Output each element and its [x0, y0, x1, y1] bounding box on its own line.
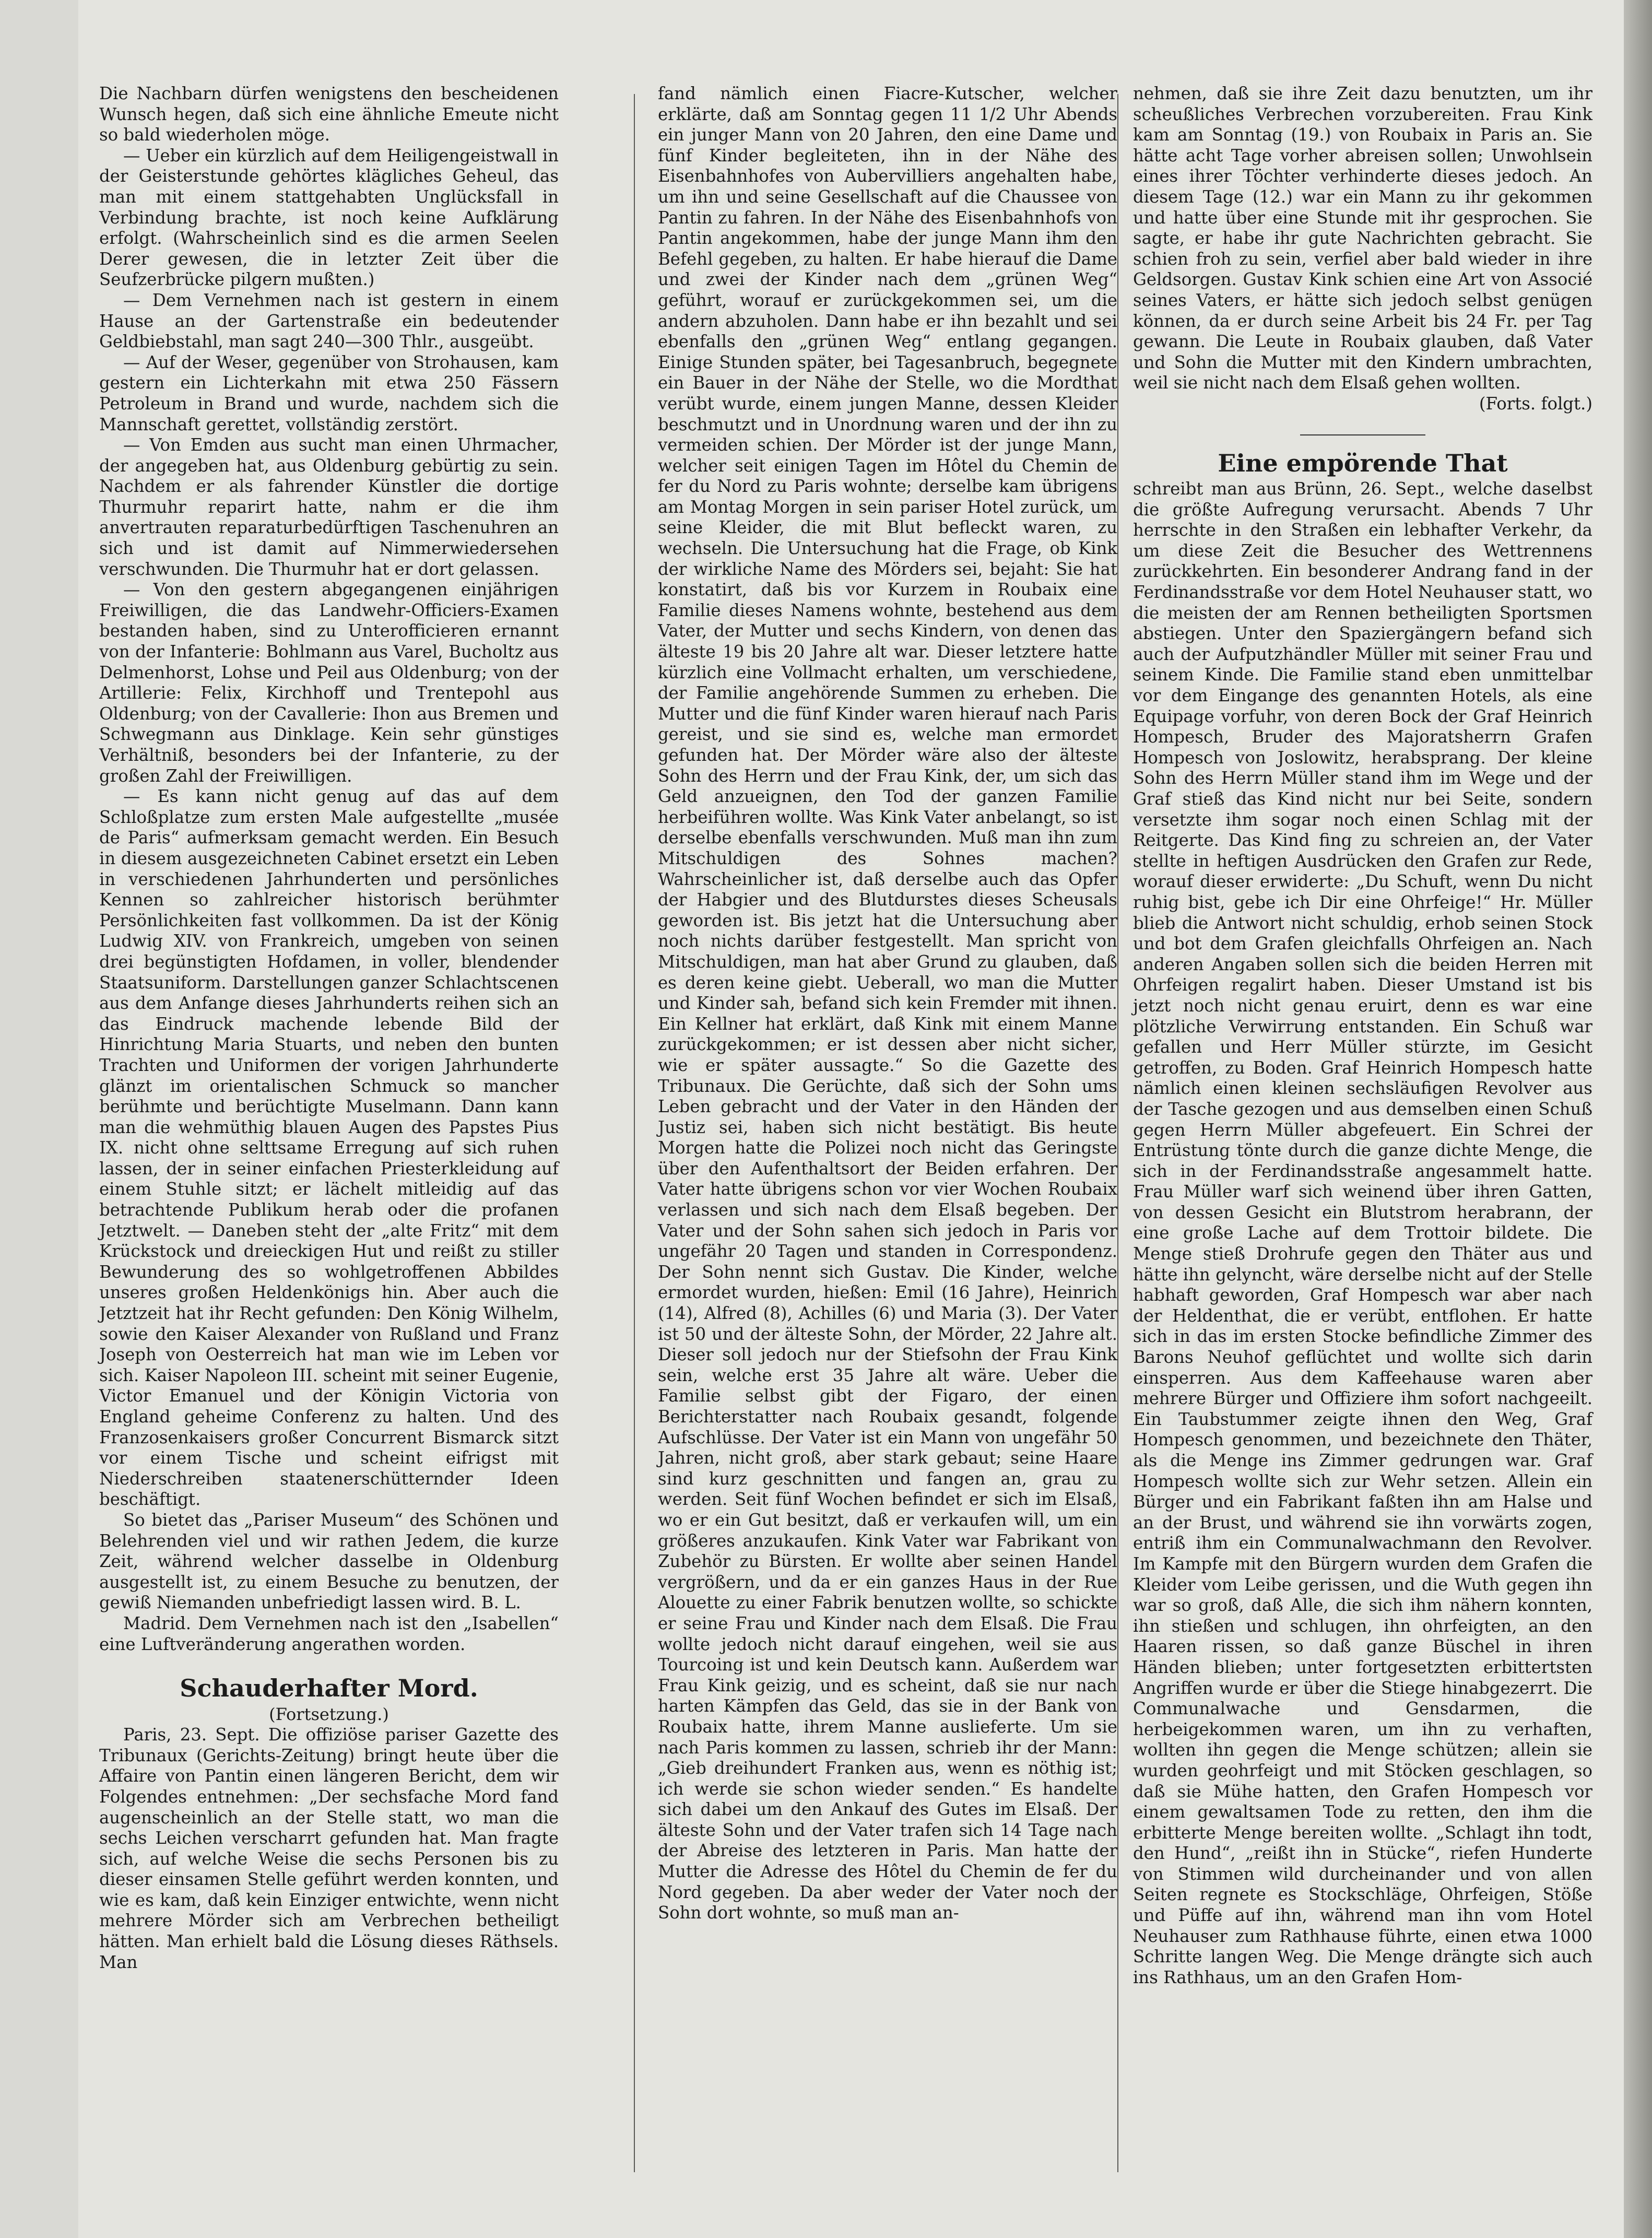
paragraph: — Auf der Weser, gegenüber von Strohausen, kam gestern ein Lichterkahn mit etwa 250 Fässern Petroleum in Brand und wurde, nachdem sich die Mannschaft gerettet, vollständig zerstört.: [99, 352, 559, 434]
article-subheading: (Fortsetzung.): [269, 1704, 389, 1725]
paragraph: nehmen, daß sie ihre Zeit dazu benutzten, um ihr scheußliches Verbrechen vorzubereiten. Frau Kink kam am Sonntag (19.) von Roubaix in Paris an. Sie hätte acht Tage vorher abreisen sollen; Unwohlsein eines ihrer Töchter verhinderte dieses jedoch. An diesem Tage (12.) war ein Mann zu ihr gekommen und hatte über eine Stunde mit ihr gesprochen. Sie sagte, er habe ihr gute Nachrichten gebracht. Sie schien froh zu sein, verfiel aber bald wieder in ihre Geldsorgen. Gustav Kink schien eine Art von Associé seines Vaters, er hätte sich jedoch selbst genügen können, da er durch seine Arbeit bis 24 Fr. per Tag gewann. Die Leute in Roubaix glauben, daß Vater und Sohn die Mutter mit den Kindern umbrachten, weil sie nicht nach dem Elsaß gehen wollten.: [1133, 84, 1592, 393]
page-edge: [1624, 0, 1652, 2238]
paragraph: Madrid. Dem Vernehmen nach ist den „Isabellen“ eine Luftveränderung angerathen worden.: [99, 1613, 559, 1654]
column-rule: [634, 94, 635, 2172]
paragraph: — Von den gestern abgegangenen einjährigen Freiwilligen, die das Landwehr-Officiers-Examen bestanden haben, sind zu Unterofficieren ernannt von der Infanterie: Bohlmann aus Varel, Bucholtz aus Delmenhorst, Lohse und Peil aus Oldenburg; von der Artillerie: Felix, Kirchhoff und Trentepohl aus Oldenburg; von der Cavallerie: Ihon aus Bremen und Schwegmann aus Dinklage. Kein sehr günstiges Verhältniß, besonders bei der Infanterie, zu der großen Zahl der Freiwilligen.: [99, 580, 559, 786]
separator-rule: [1133, 424, 1592, 445]
article-heading: Eine empörende That: [1218, 449, 1508, 478]
continuation-note: (Forts. folgt.): [1479, 393, 1592, 414]
paragraph: — Ueber ein kürzlich auf dem Heiligengeistwall in der Geisterstunde gehörtes klägliches Geheul, das man mit einem stattgehabten Unglücksfall in Verbindung brachte, ist noch keine Aufklärung erfolgt. (Wahrscheinlich sind es die armen Seelen Derer gewesen, die in letzter Zeit über die Seufzerbrücke pilgern mußten.): [99, 145, 559, 290]
paragraph: — Es kann nicht genug auf das auf dem Schloßplatze zum ersten Male aufgestellte „musée de Paris“ aufmerksam gemacht werden. Ein Besuch in diesem ausgezeichneten Cabinet ersetzt ein Leben in verschiedenen Jahrhunderten und persönliches Kennen so zahlreicher historisch berühmter Persönlichkeiten fast vollkommen. Da ist der König Ludwig XIV. von Frankreich, umgeben von seinen drei begünstigten Hofdamen, in voller, blendender Staatsuniform. Darstellungen ganzer Schlachtscenen aus dem Anfange dieses Jahrhunderts reihen sich an das Eindruck machende lebende Bild der Hinrichtung Maria Stuarts, und neben den bunten Trachten und Uniformen der vorigen Jahrhunderte glänzt im orientalischen Schmuck so mancher berühmte und berüchtigte Muselmann. Dann kann man die wehmüthig blauen Augen des Papstes Pius IX. nicht ohne selttsame Erregung auf sich ruhen lassen, der in seiner einfachen Priesterkleidung auf einem Stuhle sitzt; er lächelt mitleidig auf das betrachtende Publikum herab oder die profanen Jetztwelt. — Daneben steht der „alte Fritz“ mit dem Krückstock und dreieckigen Hut und reißt zu stiller Bewunderung des so wohlgetroffenen Abbildes unseres großen Heldenkönigs hin. Aber auch die Jetztzeit hat ihr Recht gefunden: Den König Wilhelm, sowie den Kaiser Alexander von Rußland und Franz Joseph von Oesterreich hat man wie im Leben vor sich. Kaiser Napoleon III. scheint mit seiner Eugenie, Victor Emanuel und der Königin Victoria von England geheime Conferenz zu halten. Und des Franzosenkaisers großer Concurrent Bismarck sitzt vor einem Tische und scheint eifrigst mit Niederschreiben staatenerschütternder Ideen beschäftigt.: [99, 786, 559, 1510]
paragraph: fand nämlich einen Fiacre-Kutscher, welcher erklärte, daß am Sonntag gegen 11 1/2 Uhr Abends ein junger Mann von 20 Jahren, den eine Dame und fünf Kinder begleiteten, ihn in der Nähe des Eisenbahnhofes von Aubervilliers angehalten habe, um ihn und seine Gesellschaft auf die Chaussee von Pantin zu fahren. In der Nähe des Eisenbahnhofs von Pantin angekommen, habe der junge Mann ihm den Befehl gegeben, zu halten. Er habe hierauf die Dame und zwei der Kinder nach dem „grünen Weg“ geführt, worauf er zurückgekommen sei, um die andern abzuholen. Dann habe er ihn bezahlt und sei ebenfalls den „grünen Weg“ entlang gegangen. Einige Stunden später, bei Tagesanbruch, begegnete ein Bauer in der Nähe der Stelle, wo die Mordthat verübt wurde, einem jungen Manne, dessen Kleider beschmutzt und in Unordnung waren und der ihn zu vermeiden schien. Der Mörder ist der junge Mann, welcher seit einigen Tagen im Hôtel du Chemin de fer du Nord zu Paris wohnte; derselbe kam übrigens am Montag Morgen in sein pariser Hotel zurück, um seine Kleider, die mit Blut befleckt waren, zu wechseln. Die Untersuchung hat die Frage, ob Kink der wirkliche Name des Mörders sei, bejaht: Sie hat konstatirt, daß bis vor Kurzem in Roubaix eine Familie dieses Namens wohnte, bestehend aus dem Vater, der Mutter und sechs Kindern, von denen das älteste 19 bis 20 Jahre alt war. Dieser letztere hatte kürzlich eine Vollmacht erhalten, um verschiedene, der Familie angehörende Summen zu erheben. Die Mutter und die fünf Kinder waren hierauf nach Paris gereist, und sie sind es, welche man ermordet gefunden hat. Der Mörder wäre also der älteste Sohn des Herrn und der Frau Kink, der, um sich das Geld anzueignen, den Tod der ganzen Familie herbeiführen wollte. Was Kink Vater anbelangt, so ist derselbe ebenfalls verschwunden. Muß man ihn zum Mitschuldigen des Sohnes machen? Wahrscheinlicher ist, daß derselbe auch das Opfer der Habgier und des Blutdurstes dieses Scheusals geworden ist. Bis jetzt hat die Untersuchung aber noch nichts darüber festgestellt. Man spricht von Mitschuldigen, man hat aber Grund zu glauben, daß es deren keine giebt. Ueberall, wo man die Mutter und Kinder sah, befand sich kein Fremder mit ihnen. Ein Kellner hat erklärt, daß Kink mit einem Manne zurückgekommen; er ist dessen aber nicht sicher, wie er später aussagte.“ So die Gazette des Tribunaux. Die Gerüchte, daß sich der Sohn ums Leben gebracht und der Vater in den Händen der Justiz sei, haben sich nicht bestätigt. Bis heute Morgen hatte die Polizei noch nicht das Geringste über den Aufenthaltsort der Beiden erfahren. Der Vater hatte übrigens schon vor vier Wochen Roubaix verlassen und sich nach dem Elsaß begeben. Der Vater und der Sohn sahen sich jedoch in Paris vor ungefähr 20 Tagen und standen in Correspondenz. Der Sohn nennt sich Gustav. Die Kinder, welche ermordet wurden, hießen: Emil (16 Jahre), Heinrich (14), Alfred (8), Achilles (6) und Maria (3). Der Vater ist 50 und der älteste Sohn, der Mörder, 22 Jahre alt. Dieser soll jedoch nur der Stiefsohn der Frau Kink sein, welche erst 35 Jahre alt wäre. Ueber die Familie selbst gibt der Figaro, der einen Berichterstatter nach Roubaix gesandt, folgende Aufschlüsse. Der Vater ist ein Mann von ungefähr 50 Jahren, nicht groß, aber stark gebaut; seine Haare sind kurz geschnitten und fangen an, grau zu werden. Seit fünf Wochen befindet er sich im Elsaß, wo er ein Gut besitzt, daß er verkaufen will, um ein größeres anzukaufen. Kink Vater war Fabrikant von Zubehör zu Bürsten. Er wollte aber seinen Handel vergrößern, und da er ein ganzes Haus in der Rue Alouette zu einer Fabrik benutzen wollte, so schickte er seine Frau und Kinder nach dem Elsaß. Die Frau wollte jedoch nicht darauf eingehen, weil sie aus Tourcoing ist und kein Deutsch kann. Außerdem war Frau Kink geizig, und es scheint, daß sie nur nach harten Kämpfen das Geld, das sie in der Bank von Roubaix hatte, ihrem Manne auslieferte. Um sie nach Paris kommen zu lassen, schrieb ihr der Mann: „Gieb dreihundert Franken aus, wenn es nöthig ist; ich werde sie schon wieder senden.“ Es handelte sich dabei um den Ankauf des Gutes im Elsaß. Der älteste Sohn und der Vater trafen sich 14 Tage nach der Abreise des letzteren in Paris. Man hatte der Mutter die Adresse des Hôtel du Chemin de fer du Nord gegeben. Da aber weder der Vater noch der Sohn dort wohnte, so muß man an-: [658, 84, 1117, 1923]
paragraph: — Von Emden aus sucht man einen Uhrmacher, der angegeben hat, aus Oldenburg gebürtig zu sein. Nachdem er als fahrender Künstler die dortige Thurmuhr reparirt hatte, nahm er die ihm anvertrauten reparaturbedürftigen Taschenuhren an sich und ist damit auf Nimmerwiedersehen verschwunden. Die Thurmuhr hat er dort gelassen.: [99, 435, 559, 579]
column-3: [1133, 84, 1592, 1988]
paragraph: Paris, 23. Sept. Die offiziöse pariser Gazette des Tribunaux (Gerichts-Zeitung) bringt heute über die Affaire von Pantin einen längeren Bericht, dem wir Folgendes entnehmen: „Der sechsfache Mord fand augenscheinlich an der Stelle statt, wo man die sechs Leichen verscharrt gefunden hat. Man fragte sich, auf welche Weise die sechs Personen bis zu dieser einsamen Stelle geführt werden konnten, und wie es kam, daß kein Einziger entwichte, wenn nicht mehrere Mörder sich am Verbrechen betheiligt hätten. Man erhielt bald die Lösung dieses Räthsels. Man: [99, 1725, 559, 1972]
paragraph: schreibt man aus Brünn, 26. Sept., welche daselbst die größte Aufregung verursacht. Abends 7 Uhr herrschte in den Straßen ein lebhafter Verkehr, da um diese Zeit die Besucher des Wettrennens zurückkehrten. Ein besonderer Andrang fand in der Ferdinandsstraße vor dem Hotel Neuhauser statt, wo die meisten der am Rennen betheiligten Sportsmen abstiegen. Unter den Spaziergängern befand sich auch der Aufputzhändler Müller mit seiner Frau und seinem Kinde. Die Familie stand eben unmittelbar vor dem Eingange des genannten Hotels, als eine Equipage vorfuhr, von deren Bock der Graf Heinrich Hompesch, Bruder des Majoratsherrn Grafen Hompesch von Joslowitz, herabsprang. Der kleine Sohn des Herrn Müller stand ihm im Wege und der Graf stieß das Kind nicht nur bei Seite, sondern versetzte ihm sogar noch einen Schlag mit der Reitgerte. Das Kind fing zu schreien an, der Vater stellte in heftigen Ausdrücken den Grafen zur Rede, worauf dieser erwiderte: „Du Schuft, wenn Du nicht ruhig bist, gebe ich Dir eine Ohrfeige!“ Hr. Müller blieb die Antwort nicht schuldig, erhob seinen Stock und bot dem Grafen gleichfalls Ohrfeigen an. Nach anderen Angaben sollen sich die beiden Herren mit Ohrfeigen regalirt haben. Dieser Umstand ist bis jetzt noch nicht genau eruirt, denn es war eine plötzliche Verwirrung entstanden. Ein Schuß war gefallen und Herr Müller stürzte, im Gesicht getroffen, zu Boden. Graf Heinrich Hompesch hatte nämlich einen kleinen sechsläufigen Revolver aus der Tasche gezogen und aus demselben einen Schuß gegen Herrn Müller abgefeuert. Ein Schrei der Entrüstung tönte durch die ganze dichte Menge, die sich in der Ferdinandsstraße angesammelt hatte. Frau Müller warf sich weinend über ihren Gatten, von dessen Gesicht ein Blutstrom herabrann, der eine große Lache auf dem Trottoir bildete. Die Menge stieß Drohrufe gegen den Thäter aus und hätte ihn gelyncht, wäre derselbe nicht auf der Stelle habhaft geworden, Graf Hompesch war aber nach der Heldenthat, die er verübt, entflohen. Er hatte sich in das im ersten Stocke befindliche Zimmer des Barons Neuhof geflüchtet und wollte sich darin einsperren. Aus dem Kaffeehause waren aber mehrere Bürger und Offiziere ihm sofort nachgeeilt. Ein Taubstummer zeigte ihnen den Weg, Graf Hompesch genommen, und bezeichnete den Thäter, als die Menge ins Zimmer gedrungen war. Graf Hompesch wollte sich zur Wehr setzen. Allein ein Bürger und ein Fabrikant faßten ihn am Halse und an der Brust, und während sie ihn vorwärts zogen, entriß ihm ein Communalwachmann den Revolver. Im Kampfe mit den Bürgern wurden dem Grafen die Kleider vom Leibe gerissen, und die Wuth gegen ihn war so groß, daß Alle, die sich ihm nähern konnten, ihn stießen und schlugen, ihn ohrfeigten, an den Haaren rissen, so daß ganze Büschel in ihren Händen blieben; unter fortgesetzten erbittertsten Angriffen wurde er über die Stiege hinabgezerrt. Die Communalwache und Gensdarmen, die herbeigekommen waren, um ihn zu verhaften, wollten ihn gegen die Menge schützen; allein sie wurden geohrfeigt und mit Stöcken geschlagen, so daß sie Mühe hatten, den Grafen Hompesch vor einem gewaltsamen Tode zu retten, den ihm die erbitterte Menge bereiten wollte. „Schlagt ihn todt, den Hund“, „reißt ihn in Stücke“, riefen Hunderte von Stimmen wild durcheinander und von allen Seiten regnete es Stockschläge, Ohrfeigen, Stöße und Püffe auf ihn, während man ihn vom Hotel Neuhauser zum Rathhause führte, einen etwa 1000 Schritte langen Weg. Die Menge drängte sich auch ins Rathhaus, um an den Grafen Hom-: [1133, 479, 1592, 1987]
column-2: [658, 84, 1117, 1924]
paragraph: So bietet das „Pariser Museum“ des Schönen und Belehrenden viel und wir rathen Jedem, die kurze Zeit, während welcher dasselbe in Oldenburg ausgestellt ist, zu einem Besuche zu benutzen, der gewiß Niemanden unbefriedigt lassen wird. B. L.: [99, 1510, 559, 1613]
column-1: [99, 84, 559, 1973]
paragraph: — Dem Vernehmen nach ist gestern in einem Hause an der Gartenstraße ein bedeutender Geldbiebstahl, man sagt 240—300 Thlr., ausgeübt.: [99, 290, 559, 352]
paragraph: Die Nachbarn dürfen wenigstens den bescheidenen Wunsch hegen, daß sich eine ähnliche Emeute nicht so bald wiederholen möge.: [99, 84, 559, 145]
column-rule: [1117, 94, 1118, 2172]
article-heading: Schauderhafter Mord.: [180, 1674, 478, 1703]
